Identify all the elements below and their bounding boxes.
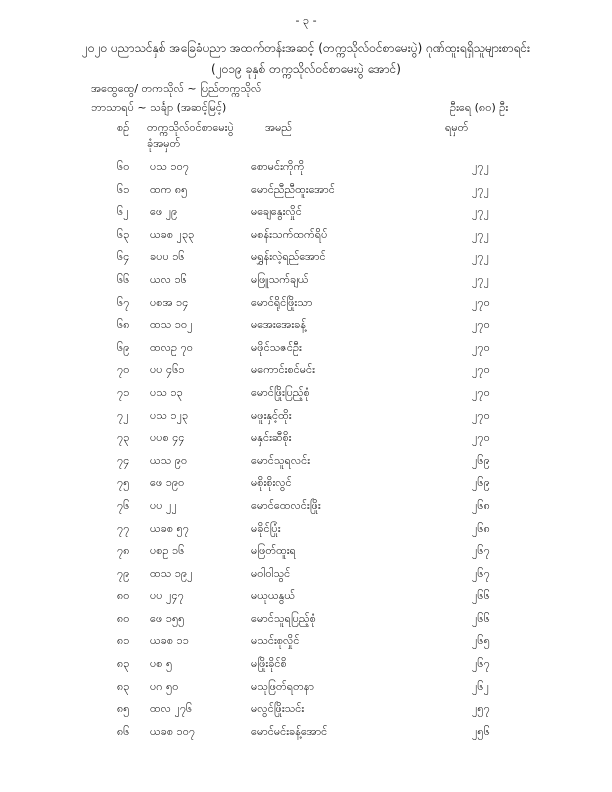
column-header-number: စဉ် [117,121,130,134]
row-score: ၂၇၀ [472,385,490,399]
row-number: ၈၀ [117,611,130,625]
row-roll-number: ဖေ ၁၉၀ [150,476,185,490]
row-number: ၆၆ [117,272,130,286]
table-row [0,698,612,721]
row-name: မဖူးနှင့်ထိုး [251,408,292,422]
row-score: ၂၇၂ [472,250,489,264]
row-roll-number: ဖေ ၂၉ [150,205,178,219]
row-score: ၂၆၉ [472,476,490,490]
row-score: ၂၆၇ [472,544,490,558]
row-score: ၂၇၂ [472,272,489,286]
table-row [0,608,612,631]
results-table [0,156,612,743]
row-roll-number: ဖေ ၁၅၅ [150,611,185,625]
row-name: မယုယနွယ် [251,589,295,603]
table-row [0,540,612,563]
row-number: ၆၈ [117,318,130,332]
table-row [0,246,612,269]
row-roll-number: ပဂ ၅၀ [150,679,179,693]
row-number: ၈၃ [117,657,130,671]
row-roll-number: ပစအ ၁၄ [150,295,189,309]
row-score: ၂၇၀ [472,363,490,377]
table-row [0,156,612,179]
row-score: ၂၇၀ [472,340,490,354]
row-name: စောမင်းကိုကို [251,160,305,173]
row-score: ၂၇၂ [472,205,489,219]
row-number: ၇၇ [117,521,130,535]
row-name: မနှင်းဆီစိုး [251,431,292,445]
table-row [0,630,612,653]
row-name: မကောင်းစင်မင်း [251,363,315,377]
row-score: ၂၅၇ [472,702,490,716]
row-score: ၂၇၂ [472,227,489,241]
row-name: မသင်းစုလှိုင် [251,634,300,648]
row-name: မခိုင်ပြုံး [251,521,281,535]
row-roll-number: ပသ ၁၂၃ [150,408,189,422]
row-number: ၆၄ [117,250,130,264]
row-name: မောင်ထေလင်းဖြိုး [251,498,321,512]
table-row [0,721,612,744]
table-row [0,292,612,315]
row-number: ၇၅ [117,476,130,490]
table-row [0,427,612,450]
row-roll-number: ယခစ ၅၇ [150,521,189,535]
row-number: ၇၆ [117,498,130,512]
row-score: ၂၆၂ [472,679,489,693]
row-number: ၇၄ [117,453,130,467]
column-header-name: အမည် [265,121,293,134]
row-name: မောင်မင်းခန့်အောင် [251,724,328,738]
row-score: ၂၆၅ [472,634,490,648]
row-roll-number: ပပ ၂၄၇ [150,589,184,603]
row-score: ၂၅၆ [472,724,490,738]
row-name: မအေးအေးခန့် [251,318,307,332]
row-number: ၇၃ [117,431,130,445]
row-roll-number: ပသ ၁၀၇ [150,160,189,173]
table-row [0,563,612,586]
row-number: ၈၁ [117,634,130,648]
table-row [0,201,612,224]
row-name: မဖြိုးခိုင်စိ [251,657,287,671]
row-roll-number: ခပပ ၁၆ [150,250,185,264]
row-score: ၂၆၉ [472,453,490,467]
row-name: မဖြူသက်ချယ် [251,272,309,286]
table-row [0,405,612,428]
row-name: မဖိုင်သဇင်ဦး [251,340,302,354]
row-roll-number: ယခစ ၂၃၃ [150,227,195,241]
row-name: မရွှန်းလဲ့ရည်အောင် [251,250,326,264]
document-subtitle: (၂၀၁၉ ခုနှစ် တက္ကသိုလ်ဝင်စာမေးပွဲ အောင်) [211,62,401,76]
row-score: ၂၆၈ [472,498,490,512]
row-score: ၂၆၈ [472,521,490,535]
row-roll-number: ထလ ၂၇၆ [150,702,193,716]
category-label: အထွေထွေ/ တကသိုလ် ~ ပြည်တက္ကသိုလ် [91,82,262,95]
row-number: ၇၈ [117,544,130,558]
row-name: မချေနွေးလှိုင် [251,205,302,219]
row-number: ၈၀ [117,589,130,603]
row-number: ၆၁ [117,182,130,196]
row-roll-number: ထက ၈၅ [150,182,188,196]
row-score: ၂၇၂ [472,182,489,196]
row-number: ၇၀ [117,363,130,377]
table-row [0,676,612,699]
row-roll-number: ပသ ၁၃ [150,385,183,399]
row-roll-number: ပပ ၄၆၁ [150,363,185,377]
row-name: မစန်းသက်ထက်ရိပ် [251,227,328,241]
row-score: ၂၇၂ [472,160,489,173]
table-row [0,179,612,202]
row-roll-number: ထသ ၁၀၂ [150,318,193,332]
row-roll-number: ပပစ ၄၄ [150,431,185,445]
row-number: ၆၉ [117,340,130,354]
row-number: ၈၃ [117,679,130,693]
row-number: ၇၁ [117,385,130,399]
table-row [0,269,612,292]
row-roll-number: ထလဥ ၇၀ [150,340,193,354]
row-score: ၂၇၀ [472,318,490,332]
row-roll-number: ယခစ ၁၁ [150,634,189,648]
row-number: ၇၂ [117,408,129,422]
column-header-roll-line2: ခုံအမှတ် [147,137,181,150]
row-roll-number: ပစ ၅ [150,657,173,671]
row-number: ၈၅ [117,702,130,716]
table-row [0,585,612,608]
page-number: - ၃ - [295,14,317,27]
table-row [0,518,612,541]
table-row [0,337,612,360]
table-row [0,382,612,405]
row-name: မဝါဝါသွင် [251,566,291,580]
table-row [0,450,612,473]
column-header-roll: တက္ကသိုလ်ဝင်စာမေးပွဲ [147,121,234,134]
row-score: ၂၆၇ [472,657,490,671]
table-row [0,359,612,382]
table-row [0,224,612,247]
row-score: ၂၆၆ [472,589,490,603]
row-number: ၆၃ [117,227,130,241]
row-score: ၂၇၀ [472,431,490,445]
row-number: ၇၉ [117,566,130,580]
row-number: ၆၀ [117,160,130,173]
row-score: ၂၇၀ [472,408,490,422]
row-score: ၂၆၆ [472,611,490,625]
column-header-score: ရမှတ် [445,121,469,134]
row-number: ၈၆ [117,724,130,738]
table-row [0,653,612,676]
table-row [0,472,612,495]
row-name: မလွင်ဖြိုးသင်း [251,702,305,716]
row-name: မစိုးစိုးလွင် [251,476,292,490]
subject-label: ဘာသာရပ် ~ သင်္ချာ (အဆင့်မြင့်) [91,101,227,114]
row-name: မသုဖြတ်ရတနာ [251,679,315,693]
row-score: ၂၆၇ [472,566,490,580]
row-name: မဖြတ်ထူးရ [251,544,296,558]
row-number: ၆၇ [117,295,130,309]
row-name: မောင်ရိုင်ဖြိုးသာ [251,295,313,309]
row-number: ၆၂ [117,205,129,219]
row-roll-number: ထသ ၁၉၂ [150,566,193,580]
row-roll-number: ယလ ၁၆ [150,272,187,286]
row-name: မောင်သူရပြည့်စုံ [251,611,316,625]
table-row [0,495,612,518]
row-score: ၂၇၀ [472,295,490,309]
row-name: မောင်ဖြိုးပြည့်စုံ [251,385,310,399]
row-name: မောင်သူရလင်း [251,453,311,467]
row-roll-number: ယခစ ၁၀၇ [150,724,196,738]
row-roll-number: ယသ ၉၀ [150,453,188,467]
row-roll-number: ပစဥ ၁၆ [150,544,185,558]
table-row [0,314,612,337]
grade-label: ဦးရေ (၈၀) ဦး [450,101,509,114]
row-roll-number: ပပ ၂၂ [150,498,177,512]
document-title: ၂၀၂၀ ပညာသင်နှစ် အခြေခံပညာ အထက်တန်းအဆင့် (တက္ကသိုလ်ဝင်စာမေးပွဲ) ဂုဏ်ထူးရရှိသူများစာရင်း [81,41,531,55]
row-name: မောင်ညီညီထူးအောင် [251,182,335,196]
